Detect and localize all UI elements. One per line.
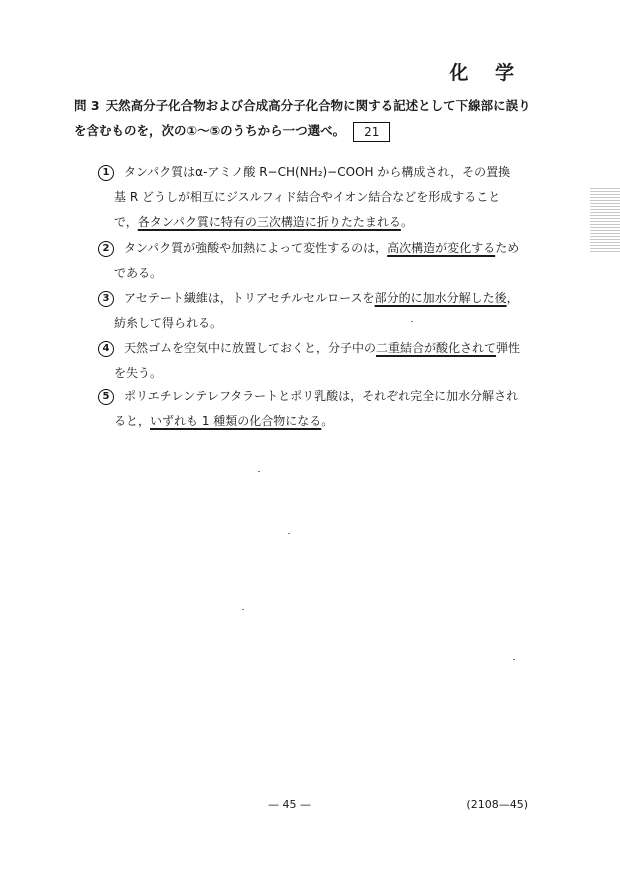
underlined-text: 各タンパク質に特有の三次構造に折りたたまれる (137, 215, 401, 229)
scan-speck (411, 321, 413, 322)
question-line-1 (74, 93, 534, 118)
option-text: 。 (400, 215, 413, 229)
option-text: ポリエチレンテレフタラートとポリ乳酸は，それぞれ完全に加水分解され (124, 389, 519, 403)
scan-speck (258, 471, 260, 472)
option-text: 天然ゴムを空気中に放置しておくと，分子中の (124, 341, 377, 355)
exam-code: (2108—45) (466, 798, 528, 811)
question-text-1: 天然高分子化合物および合成高分子化合物に関する記述として下線部に誤り (105, 98, 531, 113)
question-header (74, 93, 534, 143)
option-text: 紡糸して得られる。 (114, 316, 223, 330)
page-number: — 45 — (268, 798, 311, 811)
option-text: 。 (321, 414, 334, 428)
question-line-2 (74, 118, 534, 143)
option-number-icon: 1 (98, 165, 114, 181)
option-text: である。 (114, 266, 163, 280)
underlined-text: 高次構造が変化する (387, 241, 496, 255)
option-text: 基 R どうしが相互にジスルフィド結合やイオン結合などを形成すること (114, 190, 501, 204)
question-text-2: を含むものを，次の①～⑤のうちから一つ選べ。 (74, 123, 346, 138)
option-number-icon: 3 (98, 291, 114, 307)
subject-title: 化 学 (449, 62, 524, 84)
underlined-text: いずれも 1 種類の化合物になる (150, 414, 322, 428)
scan-speck (288, 533, 290, 534)
option-text: ると， (114, 414, 151, 428)
option-5 (98, 384, 528, 434)
option-number-icon: 5 (98, 389, 114, 405)
underlined-text: 二重結合が酸化されて (376, 341, 497, 355)
scan-speck (513, 659, 515, 660)
option-2 (98, 236, 528, 286)
question-number: 問 3 (74, 98, 100, 113)
option-text: で， (114, 215, 138, 229)
option-text: ため (495, 241, 520, 255)
underlined-text: 部分的に加水分解した後 (374, 291, 507, 305)
option-text: を失う。 (114, 366, 163, 380)
option-text: タンパク質はα-アミノ酸 R−CH(NH₂)−COOH から構成され，その置換 (124, 165, 511, 179)
scan-edge-artifact (590, 188, 620, 252)
option-text: アセテート繊維は，トリアセチルセルロースを (124, 291, 375, 305)
option-text: ， (506, 291, 519, 305)
option-1 (98, 160, 528, 235)
option-text: タンパク質が強酸や加熱によって変性するのは， (124, 241, 388, 255)
option-number-icon: 4 (98, 341, 114, 357)
scan-speck (242, 609, 244, 610)
option-number-icon: 2 (98, 241, 114, 257)
option-4 (98, 336, 528, 386)
option-3 (98, 286, 528, 336)
answer-box: 21 (353, 122, 390, 142)
option-text: 弾性 (496, 341, 521, 355)
